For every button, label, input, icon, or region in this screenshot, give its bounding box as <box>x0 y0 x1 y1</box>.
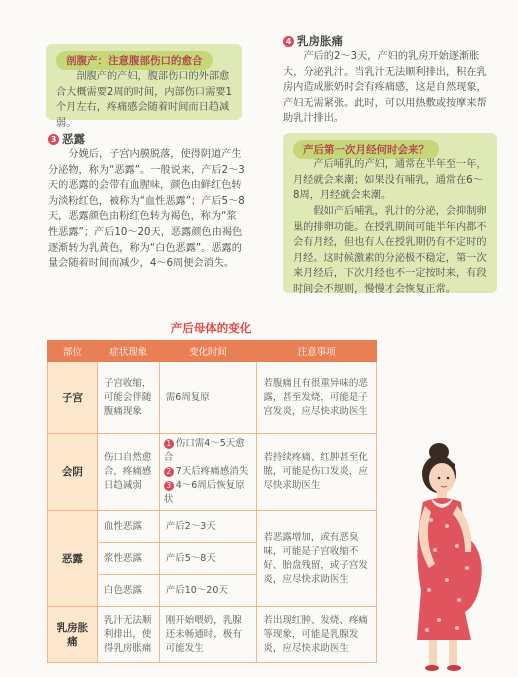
lochia-time-2: 产后5～8天 <box>159 543 257 575</box>
perineum-part: 会阴 <box>48 434 98 511</box>
breast-time: 刚开始喂奶，乳腺还未畅通时，极有可能发生 <box>159 607 257 663</box>
header-note: 注意事项 <box>257 341 377 362</box>
perineum-time-1: 伤口需4～5天愈合 <box>163 438 245 463</box>
lochia-text: 分娩后，子宫内膜脱落，使得阴道产生分泌物，称为“恶露”。一般说来，产后2～3天的恶露的会带有血腥味，颜色由鲜红色转为淡粉红色，被称为“血性恶露”；产后5～8天，恶露颜色由粉红色转为褐色，称为“浆性恶露”；产后10～20天，恶露颜色由褐色逐渐转为乳黄色，称为“白色恶露”。恶露的量会随着时间而减少，4～6周便会消失。 <box>48 149 245 270</box>
period-text-2: 假如产后哺乳，乳汁的分泌，会抑制卵巢的排卵功能。在授乳期间可能半年内都不会有月经，但也有人在授乳期仍有不定时的月经。这时候激素的分泌极不稳定，第一次来月经后，下次月经也不一定按时来，有段时间会不规则，慢慢才会恢复正常。 <box>293 206 487 295</box>
header-part: 部位 <box>48 341 98 362</box>
period-text-1: 产后哺乳的产妇，通常在半年至一年，月经就会来潮；如果没有哺乳，通常在6～8周，月经就会来潮。 <box>293 159 487 202</box>
period-title: 产后第一次月经何时会来？ <box>293 140 439 159</box>
table-row <box>48 511 377 543</box>
perineum-time-2: 7天后疼痛感消失 <box>175 466 249 477</box>
uterus-part: 子宫 <box>48 362 98 434</box>
step-3-icon: 3 <box>164 481 174 491</box>
lochia-part: 恶露 <box>48 511 98 607</box>
step-1-icon: 1 <box>164 439 174 449</box>
breast-number: 4 <box>283 36 294 47</box>
table-row <box>48 434 377 511</box>
lochia-time-3: 产后10～20天 <box>159 575 257 607</box>
lochia-type-3: 白色恶露 <box>97 575 159 607</box>
breast-symptom: 乳汁无法顺利排出，使得乳房胀痛 <box>97 607 159 663</box>
breast-title: 乳房胀痛 <box>297 34 343 48</box>
header-time: 变化时间 <box>159 341 257 362</box>
csection-text: 剖腹产的产妇，腹部伤口的外部愈合大概需要2周的时间，内部伤口需要1个月左右，疼痛感会随着时间而日趋减弱。 <box>56 71 232 129</box>
table-header-row <box>48 341 377 362</box>
header-symptom: 症状现象 <box>97 341 159 362</box>
lochia-type-2: 浆性恶露 <box>97 543 159 575</box>
lochia-title: 恶露 <box>62 132 85 146</box>
uterus-note: 若腹痛且有很重异味的恶露，甚至发烧，可能是子宫发炎，应尽快求助医生 <box>257 362 377 434</box>
lochia-number: 3 <box>48 134 59 145</box>
perineum-note: 若持续疼痛、红肿甚至化脓，可能是伤口发炎，应尽快求助医生 <box>257 434 377 511</box>
breast-text: 产后的2～3天，产妇的乳房开始逐渐胀大，分泌乳汁。当乳汁无法顺利排出，积在乳房内造成胀奶时会有疼痛感，这是自然现象，产妇无需紧张。此时，可以用热敷或按摩来帮助乳汁排出。 <box>283 51 487 125</box>
breast-heading <box>283 33 343 49</box>
uterus-symptom: 子宫收缩，可能会伴随腹痛现象 <box>97 362 159 434</box>
period-box <box>283 133 497 293</box>
csection-title: 剖腹产：注意腹部伤口的愈合 <box>56 51 213 70</box>
lochia-type-1: 血性恶露 <box>97 511 159 543</box>
breast-part: 乳房胀痛 <box>48 607 98 663</box>
changes-table <box>47 340 377 663</box>
step-2-icon: 2 <box>164 467 174 477</box>
pregnant-woman-illustration <box>395 440 500 672</box>
csection-box <box>46 44 242 129</box>
table-row <box>48 607 377 663</box>
uterus-time: 需6周复原 <box>159 362 257 434</box>
perineum-time <box>159 434 257 511</box>
table-row <box>48 362 377 434</box>
perineum-symptom: 伤口自然愈合，疼痛感日趋减弱 <box>97 434 159 511</box>
breast-note: 若出现红肿、发烧、疼痛等现象，可能是乳腺发炎，应尽快求助医生 <box>257 607 377 663</box>
perineum-time-3: 4～6周后恢复原状 <box>163 480 245 505</box>
lochia-heading <box>48 131 85 147</box>
lochia-note: 若恶露增加，或有恶臭味，可能是子宫收缩不好、胎盘残留，或子宫发炎，应尽快求助医生 <box>257 511 377 607</box>
table-title: 产后母体的变化 <box>170 321 252 335</box>
lochia-time-1: 产后2～3天 <box>159 511 257 543</box>
